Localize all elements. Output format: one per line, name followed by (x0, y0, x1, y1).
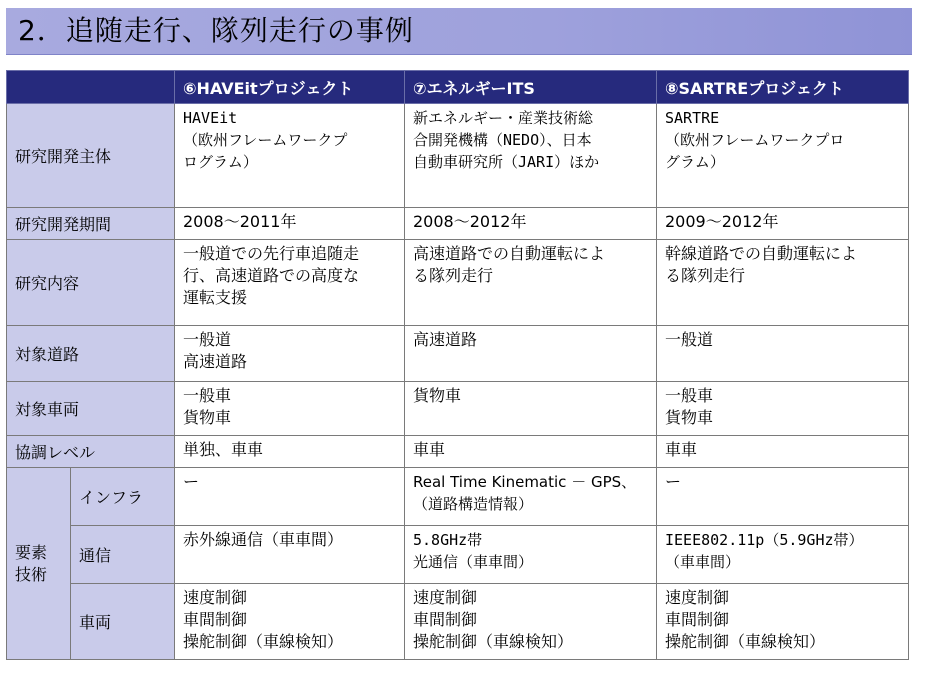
table-cell: 2008～2011年 (175, 208, 405, 240)
table-cell: 貨物車 (405, 382, 657, 436)
table-row (7, 104, 909, 208)
row-label: 研究開発期間 (7, 208, 175, 240)
row-label: 通信 (71, 526, 175, 584)
row-label: インフラ (71, 468, 175, 526)
table-cell: 赤外線通信（車車間） (175, 526, 405, 584)
table-row (7, 240, 909, 326)
table-cell: 一般道での先行車追随走 行、高速道路での高度な 運転支援 (175, 240, 405, 326)
table-cell: 一般道 高速道路 (175, 326, 405, 382)
table-cell: 高速道路 (405, 326, 657, 382)
table-cell: 車車 (657, 436, 909, 468)
title-bar (6, 8, 912, 55)
table-row (7, 584, 909, 660)
table-cell: SARTRE （欧州フレームワークプロ グラム） (657, 104, 909, 208)
element-group-label: 要素 技術 (7, 468, 71, 660)
table-cell: 高速道路での自動運転によ る隊列走行 (405, 240, 657, 326)
table-row (7, 526, 909, 584)
header-haveit: ⑥HAVEitプロジェクト (175, 71, 405, 104)
comparison-table (6, 70, 909, 660)
header-sartre: ⑧SARTREプロジェクト (657, 71, 909, 104)
table-cell: 速度制御 車間制御 操舵制御（車線検知） (657, 584, 909, 660)
row-label: 研究開発主体 (7, 104, 175, 208)
table-cell: ー (657, 468, 909, 526)
page-title: 2．追随走行、隊列走行の事例 (18, 14, 414, 47)
row-label: 対象道路 (7, 326, 175, 382)
table-row (7, 326, 909, 382)
row-label: 対象車両 (7, 382, 175, 436)
table-cell: 一般車 貨物車 (175, 382, 405, 436)
table-cell: 幹線道路での自動運転によ る隊列走行 (657, 240, 909, 326)
table-cell: 5.8GHz帯 光通信（車車間） (405, 526, 657, 584)
table-cell: 新エネルギー・産業技術総 合開発機構（NEDO）、日本 自動車研究所（JARI）ほか (405, 104, 657, 208)
table-cell: 単独、車車 (175, 436, 405, 468)
table-cell: Real Time Kinematic － GPS、 （道路構造情報） (405, 468, 657, 526)
table-cell: ー (175, 468, 405, 526)
table-row (7, 468, 909, 526)
table-cell: 2008～2012年 (405, 208, 657, 240)
header-energy-its: ⑦エネルギーITS (405, 71, 657, 104)
table-cell: 速度制御 車間制御 操舵制御（車線検知） (175, 584, 405, 660)
table-cell: 車車 (405, 436, 657, 468)
row-label: 協調レベル (7, 436, 175, 468)
header-corner (7, 71, 175, 104)
table-cell: 一般道 (657, 326, 909, 382)
table-cell: IEEE802.11p（5.9GHz帯） （車車間） (657, 526, 909, 584)
table-cell: HAVEit （欧州フレームワークプ ログラム） (175, 104, 405, 208)
header-row (7, 71, 909, 104)
table-cell: 一般車 貨物車 (657, 382, 909, 436)
table-row (7, 208, 909, 240)
row-label: 車両 (71, 584, 175, 660)
table-cell: 2009～2012年 (657, 208, 909, 240)
row-label: 研究内容 (7, 240, 175, 326)
table-cell: 速度制御 車間制御 操舵制御（車線検知） (405, 584, 657, 660)
table-row (7, 382, 909, 436)
table-row (7, 436, 909, 468)
